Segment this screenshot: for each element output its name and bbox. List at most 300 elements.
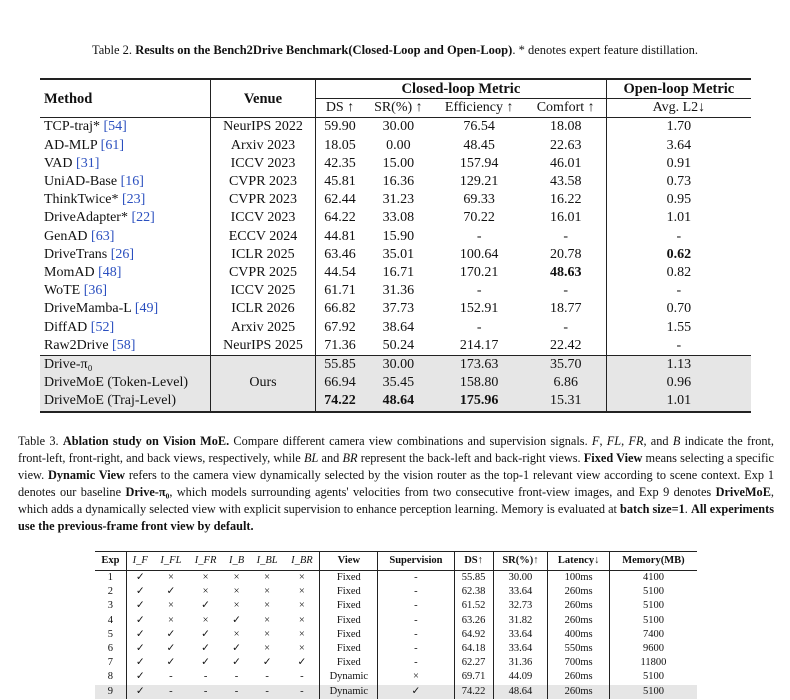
method-name: WoTE — [44, 283, 84, 299]
caption-text: Compare different camera view combinations and supervision signals. — [229, 434, 592, 448]
cell-mem: 5100 — [609, 685, 697, 699]
cell-sr: 32.73 — [493, 599, 548, 613]
caption-bold: Dynamic View — [48, 468, 125, 482]
cell-mem: 11800 — [609, 656, 697, 670]
efficiency-cell: - — [476, 319, 482, 335]
citation-link[interactable]: [16] — [120, 174, 144, 190]
l2-cell: 1.01 — [606, 209, 751, 227]
ds-cell: 66.82 — [316, 300, 365, 318]
method-name: ThinkTwice* — [44, 192, 122, 208]
table-row — [40, 337, 751, 356]
cell-lat: 700ms — [548, 656, 610, 670]
method-cell — [40, 137, 211, 155]
citation-link[interactable]: [23] — [121, 192, 146, 208]
caption-bold: DriveMoE — [715, 485, 771, 499]
table-row — [40, 264, 751, 282]
cell-bl: × — [264, 628, 271, 640]
cell-ds: 62.27 — [454, 656, 493, 670]
cell-exp: 8 — [107, 671, 113, 683]
caption-bold: Fixed View — [583, 451, 643, 465]
table-row — [40, 282, 751, 300]
venue-cell: Arxiv 2023 — [211, 137, 316, 155]
cell-ds: 55.85 — [454, 571, 493, 586]
ds-cell: 42.35 — [316, 155, 365, 173]
cell-mem: 5100 — [609, 585, 697, 599]
ds-cell: 44.54 — [316, 264, 365, 282]
col-open-loop: Open-loop Metric — [606, 79, 751, 99]
cell-sup: × — [378, 670, 454, 684]
cell-sup: - — [378, 571, 454, 586]
cell-mem: 5100 — [609, 614, 697, 628]
efficiency-cell: 70.22 — [463, 210, 495, 226]
method-cell — [40, 337, 211, 356]
cell-exp: 7 — [107, 657, 113, 669]
caption-var: B — [672, 434, 681, 448]
table2-caption-label: Table 2. — [91, 43, 133, 57]
comfort-cell: 43.58 — [549, 174, 582, 190]
method-cell: DriveMoE (Traj-Level) — [44, 393, 177, 409]
sr-cell: 33.08 — [382, 210, 415, 226]
cell-ds: 62.38 — [454, 585, 493, 599]
cell-view: Dynamic — [320, 685, 378, 699]
cell-f: ✓ — [126, 614, 154, 628]
col-ifr: I_FR — [194, 555, 217, 566]
cell-bl: - — [265, 671, 269, 683]
cell-b: - — [234, 685, 239, 697]
cell-br: × — [298, 572, 305, 583]
table-row — [95, 628, 697, 642]
venue-cell: ICLR 2025 — [211, 246, 316, 264]
l2-cell: 0.82 — [606, 264, 751, 282]
efficiency-cell: 170.21 — [459, 265, 499, 281]
efficiency-cell: 158.80 — [459, 375, 499, 391]
venue-cell: CVPR 2025 — [211, 264, 316, 282]
cell-ds: 64.92 — [454, 628, 493, 642]
cell-br: × — [298, 600, 305, 612]
efficiency-cell: - — [476, 228, 482, 244]
sr-cell: 30.00 — [382, 119, 415, 135]
cell-br: ✓ — [297, 657, 307, 669]
cell-fl: ✓ — [166, 628, 176, 640]
sr-cell: 16.71 — [382, 265, 415, 281]
sr-cell: 15.90 — [382, 228, 415, 244]
cell-fr: ✓ — [201, 657, 210, 669]
table-row — [40, 118, 751, 137]
cell-sup: - — [378, 585, 454, 599]
cell-sr: 31.36 — [493, 656, 548, 670]
l2-cell: 0.62 — [606, 246, 751, 264]
ds-cell: 74.22 — [316, 392, 365, 411]
method-cell — [40, 228, 211, 246]
sr-cell: 16.36 — [382, 174, 415, 190]
comfort-cell: 48.63 — [549, 265, 582, 281]
cell-view: Fixed — [320, 642, 378, 656]
col-latency: Latency↓ — [548, 552, 610, 571]
ds-cell: 71.36 — [316, 337, 365, 356]
cell-f: ✓ — [126, 685, 154, 699]
efficiency-cell: 76.54 — [463, 119, 495, 135]
l2-cell: 1.55 — [606, 319, 751, 337]
method-cell — [40, 155, 211, 173]
comfort-cell: 20.78 — [549, 246, 582, 262]
ds-cell: 45.81 — [316, 173, 365, 191]
cell-fl: × — [167, 572, 174, 583]
col-venue: Venue — [211, 79, 316, 118]
table-row — [95, 656, 697, 670]
method-name: AD-MLP — [44, 137, 101, 153]
comfort-cell: 6.86 — [553, 375, 578, 391]
cell-mem: 7400 — [609, 628, 697, 642]
cell-b: ✓ — [232, 657, 241, 669]
cell-view: Fixed — [320, 614, 378, 628]
method-cell — [40, 118, 211, 137]
sr-cell: 31.36 — [382, 283, 415, 299]
cell-b: × — [233, 600, 240, 612]
method-name: Raw2Drive — [44, 337, 113, 353]
citation-link[interactable]: [31] — [76, 155, 100, 171]
cell-ds: 61.52 — [454, 599, 493, 613]
caption-text: indicate the front, front-left, front-right, and back views, respectively, while — [18, 434, 774, 465]
l2-cell: 0.73 — [606, 173, 751, 191]
method-name: GenAD — [44, 228, 92, 244]
cell-ds: 64.18 — [454, 642, 493, 656]
table-row — [40, 209, 751, 227]
cell-br: × — [298, 586, 305, 598]
ds-cell: 44.81 — [316, 228, 365, 246]
l2-cell: 0.91 — [606, 155, 751, 173]
cell-mem: 5100 — [609, 599, 697, 613]
table2-ours — [40, 356, 751, 412]
col-supervision: Supervision — [378, 552, 454, 571]
table-row-ours — [40, 356, 751, 375]
method-name: UniAD-Base — [44, 174, 121, 190]
cell-ds: 74.22 — [454, 685, 493, 699]
comfort-cell: 18.77 — [549, 301, 582, 317]
ds-cell: 63.46 — [316, 246, 365, 264]
method-cell — [40, 264, 211, 282]
venue-cell: ICLR 2026 — [211, 300, 316, 318]
cell-sr: 48.64 — [493, 685, 548, 699]
cell-lat: 260ms — [548, 585, 610, 599]
cell-b: - — [234, 671, 239, 683]
comfort-cell: 22.63 — [549, 137, 582, 153]
comfort-cell: 15.31 — [549, 393, 582, 409]
caption-var: F — [591, 434, 600, 448]
col-ibl: I_BL — [256, 555, 278, 566]
table3-grid — [95, 551, 697, 699]
col-ds: DS ↑ — [316, 99, 365, 118]
sr-cell: 35.45 — [382, 375, 415, 391]
efficiency-cell: 100.64 — [459, 246, 499, 262]
sr-cell: 30.00 — [382, 357, 415, 373]
cell-sup: ✓ — [378, 685, 454, 699]
caption-bold: All experiments use the previous-frame front view by default. — [18, 502, 774, 533]
caption-text: and — [318, 451, 343, 465]
cell-exp: 5 — [107, 628, 113, 640]
cell-mem: 9600 — [609, 642, 697, 656]
efficiency-cell: 214.17 — [459, 337, 499, 353]
cell-bl: × — [264, 572, 271, 583]
method-cell — [40, 282, 211, 300]
citation-link[interactable]: [61] — [100, 137, 124, 153]
venue-cell: Ours — [211, 356, 316, 412]
cell-exp: 3 — [107, 600, 113, 612]
cell-fr: ✓ — [201, 643, 210, 655]
ds-cell: 64.22 — [316, 209, 365, 227]
l2-cell: 0.96 — [606, 374, 751, 392]
sr-cell: 15.00 — [382, 155, 415, 171]
caption-var: BR — [342, 451, 358, 465]
cell-lat: 400ms — [548, 628, 610, 642]
caption-text: , which adds a dynamically selected view with explicit supervision to enhance perception learning. Memory is evaluated at — [18, 485, 774, 516]
efficiency-cell: 175.96 — [459, 393, 499, 409]
cell-fr: - — [203, 671, 208, 683]
ds-cell: 61.71 — [316, 282, 365, 300]
cell-mem: 5100 — [609, 670, 697, 684]
method-cell — [40, 173, 211, 191]
cell-bl: × — [264, 600, 271, 612]
efficiency-cell: 129.21 — [459, 174, 499, 190]
table-row — [40, 246, 751, 264]
l2-cell: 3.64 — [606, 137, 751, 155]
cell-f: ✓ — [126, 670, 154, 684]
sr-cell: 48.64 — [382, 393, 415, 409]
comfort-cell: - — [563, 319, 569, 335]
cell-bl: × — [264, 614, 271, 626]
table-row — [40, 191, 751, 209]
table2-grid — [40, 78, 751, 413]
table2-body — [40, 118, 751, 356]
table-row — [95, 614, 697, 628]
comfort-cell: - — [563, 228, 569, 244]
cell-fl: - — [169, 671, 173, 683]
table-row — [95, 670, 697, 684]
efficiency-cell: 173.63 — [459, 357, 499, 373]
caption-bold: batch size=1 — [620, 502, 685, 516]
method-cell — [40, 246, 211, 264]
cell-fl: × — [167, 600, 174, 612]
table3-header-row — [95, 552, 697, 571]
comfort-cell: - — [563, 283, 569, 299]
cell-sr: 33.64 — [493, 642, 548, 656]
col-ib: I_B — [228, 555, 245, 566]
cell-br: × — [298, 614, 305, 626]
efficiency-cell: 157.94 — [459, 155, 499, 171]
l2-cell: 1.70 — [606, 118, 751, 137]
table-row — [40, 319, 751, 337]
cell-br: - — [300, 685, 304, 697]
table-row — [95, 599, 697, 613]
table-row — [95, 642, 697, 656]
table-row — [95, 585, 697, 599]
cell-b: × — [233, 572, 240, 583]
table-row — [95, 571, 697, 586]
table-row-ours — [40, 374, 751, 392]
caption-var: BL — [303, 451, 319, 465]
venue-cell: NeurIPS 2022 — [211, 118, 316, 137]
comfort-cell: 22.42 — [549, 337, 582, 353]
table-row — [40, 155, 751, 173]
caption-text: . — [684, 502, 691, 516]
cell-lat: 260ms — [548, 670, 610, 684]
citation-link[interactable]: [48] — [98, 265, 122, 281]
cell-sup: - — [378, 642, 454, 656]
table3-caption-title: Ablation study on Vision MoE. — [62, 434, 230, 448]
citation-link[interactable]: [63] — [91, 228, 115, 244]
cell-view: Dynamic — [320, 670, 378, 684]
method-name: MomAD — [44, 265, 99, 281]
cell-sup: - — [378, 628, 454, 642]
method-name: DiffAD — [44, 319, 91, 335]
cell-sup: - — [378, 614, 454, 628]
cell-fr: - — [203, 685, 208, 697]
cell-exp: 6 — [107, 643, 113, 655]
cell-f: ✓ — [126, 656, 154, 670]
caption-text: , — [599, 434, 607, 448]
method-cell — [40, 300, 211, 318]
cell-f: ✓ — [126, 642, 154, 656]
col-view: View — [320, 552, 378, 571]
l2-cell: 0.70 — [606, 300, 751, 318]
ds-cell: 18.05 — [316, 137, 365, 155]
citation-link[interactable]: [36] — [83, 283, 108, 299]
caption-text: represent the back-left and back-right views. — [357, 451, 584, 465]
cell-fl: ✓ — [166, 657, 176, 669]
cell-fr: ✓ — [201, 628, 210, 640]
citation-link[interactable]: [52] — [90, 319, 115, 335]
method-cell — [40, 209, 211, 227]
table2 — [40, 78, 751, 413]
efficiency-cell: 48.45 — [463, 137, 495, 153]
table3-caption — [18, 433, 774, 535]
caption-bold: Drive-π₀ — [125, 485, 170, 499]
venue-cell: CVPR 2023 — [211, 173, 316, 191]
method-cell: Drive-π₀ — [44, 357, 93, 373]
l2-cell: 1.13 — [606, 356, 751, 375]
citation-link[interactable]: [26] — [110, 246, 135, 262]
method-cell — [40, 319, 211, 337]
method-name: TCP-traj* — [44, 119, 104, 135]
cell-view: Fixed — [320, 656, 378, 670]
method-name: VAD — [44, 155, 77, 171]
col-comfort: Comfort ↑ — [536, 100, 595, 116]
col-method: Method — [44, 90, 93, 107]
cell-b: ✓ — [232, 643, 241, 655]
method-name: DriveTrans — [44, 246, 111, 262]
caption-text: refers to the camera view dynamically selected by the vision router as the top-1 relevant view according to scene context. Exp 1 denotes our baseline — [18, 468, 774, 499]
cell-mem: 4100 — [609, 571, 697, 586]
sr-cell: 35.01 — [382, 246, 415, 262]
sr-cell: 37.73 — [382, 301, 415, 317]
l2-cell: - — [606, 228, 751, 246]
sr-cell: 50.24 — [382, 337, 415, 353]
col-sr: SR(%) ↑ — [374, 100, 423, 116]
col-ifl: I_FL — [160, 555, 182, 566]
cell-f: ✓ — [126, 571, 154, 586]
cell-view: Fixed — [320, 571, 378, 586]
comfort-cell: 35.70 — [549, 357, 582, 373]
cell-f: ✓ — [126, 628, 154, 642]
cell-fl: ✓ — [166, 586, 176, 598]
cell-fr: × — [202, 572, 209, 583]
method-cell — [40, 191, 211, 209]
comfort-cell: 16.01 — [549, 210, 582, 226]
cell-bl: - — [265, 685, 269, 697]
citation-link[interactable]: [49] — [134, 301, 159, 317]
comfort-cell: 46.01 — [549, 155, 582, 171]
l2-cell: - — [606, 282, 751, 300]
sr-cell: 0.00 — [386, 137, 411, 153]
ds-cell: 66.94 — [316, 374, 365, 392]
cell-br: × — [298, 628, 305, 640]
cell-sup: - — [378, 656, 454, 670]
sr-cell: 38.64 — [382, 319, 415, 335]
venue-cell: ICCV 2025 — [211, 282, 316, 300]
citation-link[interactable]: [54] — [103, 119, 127, 135]
cell-lat: 100ms — [548, 571, 610, 586]
col-memory: Memory(MB) — [609, 552, 697, 571]
efficiency-cell: 69.33 — [463, 192, 495, 208]
table-row-ours — [40, 392, 751, 411]
citation-link[interactable]: [58] — [112, 337, 136, 353]
table3 — [95, 551, 697, 699]
cell-b: × — [233, 628, 240, 640]
cell-sr: 30.00 — [493, 571, 548, 586]
venue-cell: ICCV 2023 — [211, 209, 316, 227]
col-sr: SR(%)↑ — [493, 552, 548, 571]
l2-cell: - — [606, 337, 751, 356]
method-name: DriveMamba-L — [44, 301, 135, 317]
table-row — [40, 300, 751, 318]
cell-fl: ✓ — [166, 643, 176, 655]
caption-text: , and — [643, 434, 673, 448]
cell-bl: ✓ — [262, 657, 272, 669]
cell-exp: 2 — [107, 586, 113, 598]
cell-exp: 9 — [107, 685, 113, 697]
method-cell: DriveMoE (Token-Level) — [44, 375, 189, 391]
ds-cell: 67.92 — [316, 319, 365, 337]
citation-link[interactable]: [22] — [131, 210, 155, 226]
table2-caption-title: Results on the Bench2Drive Benchmark(Closed-Loop and Open-Loop) — [135, 43, 513, 57]
col-if: I_F — [126, 552, 154, 571]
cell-lat: 260ms — [548, 599, 610, 613]
cell-fr: × — [202, 614, 209, 626]
method-name: DriveAdapter* — [44, 210, 132, 226]
comfort-cell: 18.08 — [549, 119, 582, 135]
table2-caption-rest: . * denotes expert feature distillation. — [512, 43, 699, 57]
col-closed-loop: Closed-loop Metric — [316, 79, 607, 99]
cell-exp: 4 — [107, 614, 113, 626]
efficiency-cell: - — [476, 283, 482, 299]
table-row — [40, 173, 751, 191]
table-row — [40, 137, 751, 155]
col-ibr: I_BR — [291, 555, 313, 566]
col-exp: Exp — [101, 555, 120, 566]
col-ds: DS↑ — [454, 552, 493, 571]
table-row — [95, 685, 697, 699]
cell-br: × — [298, 643, 305, 655]
cell-b: × — [233, 586, 240, 598]
venue-cell: ICCV 2023 — [211, 155, 316, 173]
col-efficiency: Efficiency ↑ — [444, 100, 514, 116]
cell-view: Fixed — [320, 628, 378, 642]
ds-cell: 59.90 — [316, 118, 365, 137]
venue-cell: Arxiv 2025 — [211, 319, 316, 337]
cell-sr: 44.09 — [493, 670, 548, 684]
caption-text: , — [621, 434, 629, 448]
cell-f: ✓ — [126, 599, 154, 613]
l2-cell: 0.95 — [606, 191, 751, 209]
